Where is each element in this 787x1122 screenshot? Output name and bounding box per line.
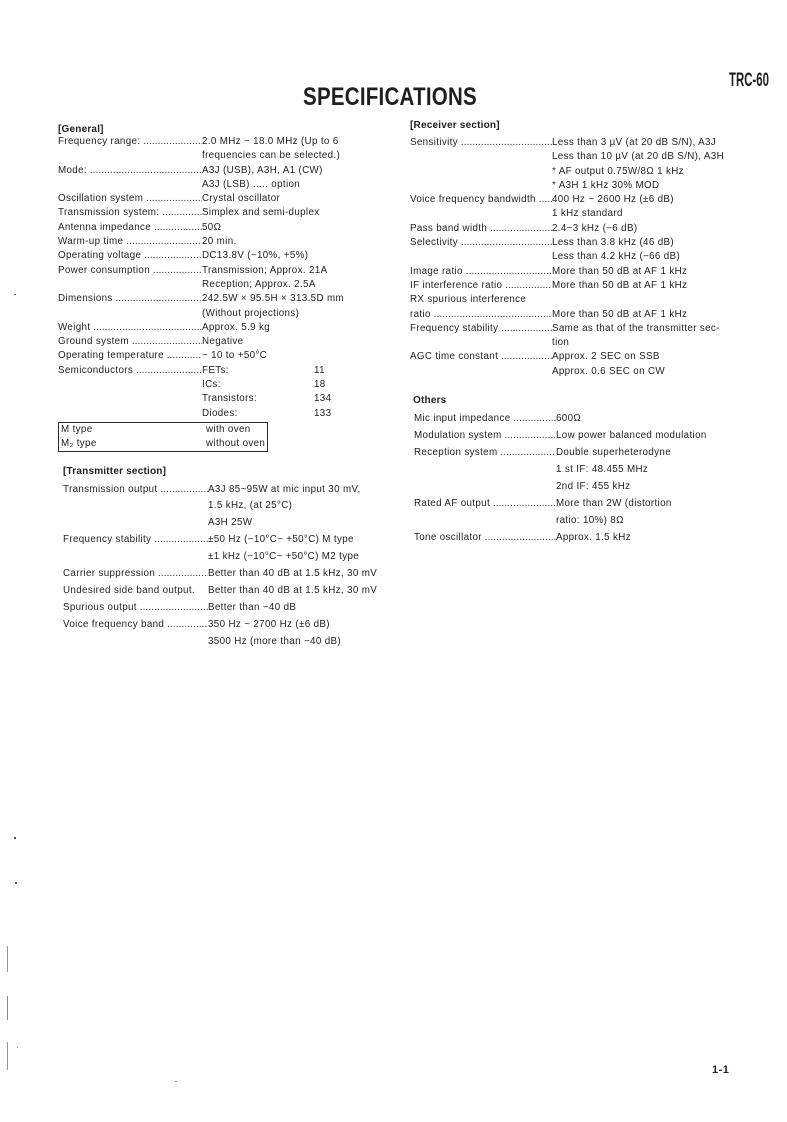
spec-label: Dimensions ..... xyxy=(58,293,202,304)
label-cell xyxy=(410,150,552,164)
spec-row-continuation xyxy=(410,308,724,322)
spec-value: 1 st IF: 48.455 MHz xyxy=(556,463,649,475)
spec-row-continuation xyxy=(58,407,344,421)
scan-speck xyxy=(7,1042,8,1070)
semiconductor-count: 134 xyxy=(314,393,332,405)
spec-value xyxy=(202,392,331,406)
spec-row-rx-spurious-interference xyxy=(410,293,724,307)
spec-row-sensitivity xyxy=(410,136,724,150)
label-cell xyxy=(58,164,202,178)
label-cell xyxy=(58,235,202,249)
spec-label: Mic input impedance ..... xyxy=(414,413,556,424)
model-type-name: M₂ type xyxy=(61,438,97,449)
spec-value: Better than 40 dB at 1.5 kHz, 30 mV xyxy=(208,567,378,579)
spec-row-continuation xyxy=(410,336,724,350)
spec-value: 2.0 MHz ~ 18.0 MHz (Up to 6 xyxy=(202,136,339,147)
label-cell xyxy=(410,279,552,293)
spec-row-antenna-impedance xyxy=(58,221,344,235)
spec-label: Carrier suppression ..... xyxy=(63,568,208,579)
spec-value: 1.5 kHz, (at 25°C) xyxy=(208,500,293,512)
spec-label: Sensitivity ..... xyxy=(410,137,552,148)
spec-value: tion xyxy=(552,337,570,349)
spec-row-continuation xyxy=(414,461,707,478)
spec-label: AGC time constant ..... xyxy=(410,351,552,362)
label-cell xyxy=(63,600,208,617)
spec-value: A3J (LSB) ..... option xyxy=(202,178,301,190)
page-number: 1-1 xyxy=(712,1064,730,1076)
spec-row-rated-af-output xyxy=(414,495,707,512)
model-type-row xyxy=(59,423,267,437)
model-type-table xyxy=(58,422,268,452)
spec-value: Transmission; Approx. 21A xyxy=(202,264,328,276)
spec-value: 2nd IF: 455 kHz xyxy=(556,480,631,492)
spec-label: Selectivity ..... xyxy=(410,237,552,248)
spec-value: 350 Hz ~ 2700 Hz (±6 dB) xyxy=(208,618,330,630)
label-cell xyxy=(58,221,202,235)
spec-row-spurious-output xyxy=(63,600,377,617)
label-cell xyxy=(414,461,556,478)
label-cell xyxy=(410,236,552,250)
spec-row-continuation xyxy=(414,478,707,495)
spec-label: Spurious output ..... xyxy=(63,602,208,613)
spec-value: Double superheterodyne xyxy=(556,446,671,458)
spec-label: Reception system ..... xyxy=(414,447,556,458)
spec-label: Mode: ..... xyxy=(58,165,202,176)
spec-value: Reception; Approx. 2.5A xyxy=(202,278,316,290)
spec-row-transmission-system xyxy=(58,206,344,220)
spec-value: More than 50 dB at AF 1 kHz xyxy=(552,279,688,291)
label-cell xyxy=(63,617,208,634)
spec-value: Better than −40 dB xyxy=(208,601,297,613)
spec-row-power-consumption xyxy=(58,264,344,278)
label-cell xyxy=(410,265,552,279)
spec-value: Approx. 1.5 kHz xyxy=(556,531,631,543)
spec-label: Operating temperature ..... xyxy=(58,350,202,361)
spec-value xyxy=(202,407,331,421)
scan-speck xyxy=(7,996,8,1020)
spec-value: (Without projections) xyxy=(202,307,300,319)
label-cell xyxy=(410,250,552,264)
spec-label: Transmission output ..... xyxy=(63,484,208,495)
spec-label: Pass band width ..... xyxy=(410,223,552,234)
spec-value: Negative xyxy=(202,336,244,348)
label-cell xyxy=(63,549,208,566)
semiconductor-type: Diodes: xyxy=(202,407,238,419)
label-cell xyxy=(410,207,552,221)
spec-label: Voice frequency band ..... xyxy=(63,619,208,630)
spec-row-continuation xyxy=(410,150,724,164)
semiconductor-type: Transistors: xyxy=(202,393,258,405)
label-cell xyxy=(414,478,556,495)
spec-value: frequencies can be selected.) xyxy=(202,150,341,162)
spec-row-operating-voltage xyxy=(58,249,344,263)
spec-row-continuation xyxy=(410,179,724,193)
spec-value: Simplex and semi-duplex xyxy=(202,207,320,219)
spec-value: More than 2W (distortion xyxy=(556,497,672,509)
label-cell xyxy=(63,515,208,532)
spec-value: ratio: 10%) 8Ω xyxy=(556,514,624,526)
label-cell xyxy=(58,292,202,306)
spec-value: Less than 3.8 kHz (46 dB) xyxy=(552,237,675,249)
page-title: SPECIFICATIONS xyxy=(303,83,477,111)
spec-value: A3J (USB), A3H, A1 (CW) xyxy=(202,164,323,176)
spec-value: ±1 kHz (−10°C~ +50°C) M2 type xyxy=(208,551,360,563)
spec-value: DC13.8V (−10%, +5%) xyxy=(202,250,309,262)
spec-row-continuation xyxy=(410,365,724,379)
spec-label: Voice frequency bandwidth ..... xyxy=(410,194,552,205)
label-cell xyxy=(410,222,552,236)
spec-label: Operating voltage ..... xyxy=(58,250,202,261)
spec-label-continuation: ratio ..... xyxy=(410,309,552,320)
spec-row-continuation xyxy=(58,307,344,321)
spec-value: A3J 85~95W at mic input 30 mV, xyxy=(208,483,361,495)
spec-row-oscillation-system xyxy=(58,192,344,206)
semiconductor-count: 11 xyxy=(314,364,325,376)
label-cell xyxy=(414,410,556,427)
label-cell xyxy=(410,365,552,379)
spec-value: ±50 Hz (−10°C~ +50°C) M type xyxy=(208,534,354,546)
spec-label: Oscillation system ..... xyxy=(58,193,202,204)
spec-value: 242.5W × 95.5H × 313.5D mm xyxy=(202,293,344,305)
label-cell xyxy=(63,532,208,549)
spec-row-reception-system xyxy=(414,444,707,461)
label-cell xyxy=(58,135,202,149)
label-cell xyxy=(410,136,552,150)
spec-row-continuation xyxy=(410,207,724,221)
label-cell xyxy=(410,165,552,179)
label-cell xyxy=(414,529,556,546)
general-heading: [General] xyxy=(58,124,104,135)
spec-row-warm-up-time xyxy=(58,235,344,249)
spec-value: 3500 Hz (more than −40 dB) xyxy=(208,635,341,647)
spec-label: Tone oscillator ..... xyxy=(414,532,556,543)
others-heading: Others xyxy=(413,395,447,406)
spec-row-dimensions xyxy=(58,292,344,306)
label-cell xyxy=(414,512,556,529)
spec-value: Better than 40 dB at 1.5 kHz, 30 mV xyxy=(208,584,378,596)
label-cell xyxy=(58,392,202,406)
scan-speck xyxy=(17,1047,18,1048)
spec-label: Antenna impedance ..... xyxy=(58,222,202,233)
spec-row-continuation xyxy=(414,512,707,529)
spec-value: * A3H 1 kHz 30% MOD xyxy=(552,179,660,191)
spec-row-mic-input-impedance xyxy=(414,410,707,427)
spec-value xyxy=(202,378,326,392)
spec-label: Power consumption ..... xyxy=(58,265,202,276)
spec-value: − 10 to +50°C xyxy=(202,350,268,362)
spec-row-continuation xyxy=(63,634,377,651)
spec-label: Modulation system ..... xyxy=(414,430,556,441)
spec-row-semiconductors xyxy=(58,364,344,378)
spec-row-frequency-stability xyxy=(410,322,724,336)
spec-value: More than 50 dB at AF 1 kHz xyxy=(552,308,688,320)
spec-label: Warm-up time ..... xyxy=(58,236,202,247)
spec-label: Frequency stability ..... xyxy=(63,534,208,545)
spec-value: Low power balanced modulation xyxy=(556,429,707,441)
model-type-row xyxy=(59,437,267,451)
spec-row-voice-frequency-bandwidth xyxy=(410,193,724,207)
spec-label: Weight ..... xyxy=(58,322,202,333)
label-cell xyxy=(63,583,208,600)
label-cell xyxy=(410,308,552,322)
label-cell xyxy=(63,634,208,651)
scan-speck xyxy=(175,1081,177,1082)
spec-label: Undesired side band output. xyxy=(63,584,195,596)
scan-speck xyxy=(14,294,16,295)
semiconductor-type: ICs: xyxy=(202,379,221,391)
spec-row-continuation xyxy=(58,278,344,292)
spec-row-undesired-side-band-output xyxy=(63,583,377,600)
spec-value: 400 Hz ~ 2600 Hz (±6 dB) xyxy=(552,194,674,206)
spec-row-modulation-system xyxy=(414,427,707,444)
spec-row-if-interference-ratio xyxy=(410,279,724,293)
label-cell xyxy=(58,149,202,163)
spec-label: Semiconductors ..... xyxy=(58,365,202,376)
others-specs xyxy=(414,410,707,546)
spec-label: Frequency stability ..... xyxy=(410,323,552,334)
spec-value: * AF output 0.75W/8Ω 1 kHz xyxy=(552,165,684,177)
spec-row-agc-time-constant xyxy=(410,350,724,364)
label-cell xyxy=(58,178,202,192)
transmitter-specs xyxy=(63,482,377,651)
spec-row-pass-band-width xyxy=(410,222,724,236)
scan-speck xyxy=(14,837,16,839)
label-cell xyxy=(58,321,202,335)
spec-row-weight xyxy=(58,321,344,335)
spec-row-frequency-range xyxy=(58,135,344,149)
spec-value: Less than 3 µV (at 20 dB S/N), A3J xyxy=(552,137,717,148)
label-cell xyxy=(414,444,556,461)
scan-speck xyxy=(15,882,17,884)
spec-label: Transmission system: ..... xyxy=(58,207,202,218)
label-cell xyxy=(58,335,202,349)
spec-row-continuation xyxy=(410,165,724,179)
spec-row-continuation xyxy=(58,178,344,192)
receiver-heading: [Receiver section] xyxy=(410,120,500,131)
spec-value: 1 kHz standard xyxy=(552,208,623,220)
spec-row-continuation xyxy=(58,392,344,406)
spec-label: Image ratio ..... xyxy=(410,266,552,277)
spec-row-continuation xyxy=(63,549,377,566)
spec-value: Crystal oscillator xyxy=(202,193,281,205)
spec-label: IF interference ratio ..... xyxy=(410,280,552,291)
spec-row-operating-temperature xyxy=(58,349,344,363)
spec-row-continuation xyxy=(63,498,377,515)
spec-value xyxy=(202,364,325,378)
label-cell xyxy=(410,179,552,193)
spec-value: Less than 10 µV (at 20 dB S/N), A3H xyxy=(552,151,725,163)
spec-value: More than 50 dB at AF 1 kHz xyxy=(552,265,688,277)
spec-row-voice-frequency-band xyxy=(63,617,377,634)
label-cell xyxy=(58,349,202,363)
label-cell xyxy=(58,249,202,263)
spec-value: A3H 25W xyxy=(208,517,253,529)
label-cell xyxy=(410,193,552,207)
label-cell xyxy=(410,322,552,336)
spec-row-ground-system xyxy=(58,335,344,349)
spec-value: Approx. 5.9 kg xyxy=(202,321,271,333)
spec-row-selectivity xyxy=(410,236,724,250)
spec-label: Rated AF output ..... xyxy=(414,498,556,509)
label-cell xyxy=(58,307,202,321)
spec-value: 600Ω xyxy=(556,412,582,424)
label-cell xyxy=(58,278,202,292)
label-cell xyxy=(414,495,556,512)
model-number: TRC-60 xyxy=(729,70,769,91)
spec-row-continuation xyxy=(63,515,377,532)
model-type-name: M type xyxy=(61,424,93,435)
model-type-oven: with oven xyxy=(206,424,251,435)
spec-row-carrier-suppression xyxy=(63,566,377,583)
label-cell xyxy=(58,264,202,278)
label-cell xyxy=(63,482,208,499)
spec-label: Ground system ..... xyxy=(58,336,202,347)
receiver-specs xyxy=(410,136,724,379)
label-cell xyxy=(410,336,552,350)
scan-speck xyxy=(7,946,8,972)
spec-row-transmission-output xyxy=(63,482,377,499)
semiconductor-count: 18 xyxy=(314,379,326,391)
label-cell xyxy=(58,206,202,220)
label-cell xyxy=(410,350,552,364)
spec-row-image-ratio xyxy=(410,265,724,279)
label-cell xyxy=(63,566,208,583)
spec-value: 20 min. xyxy=(202,236,237,248)
spec-value: Same as that of the transmitter sec- xyxy=(552,322,720,334)
label-cell xyxy=(58,407,202,421)
spec-value: Less than 4.2 kHz (−66 dB) xyxy=(552,251,681,263)
spec-row-continuation xyxy=(58,149,344,163)
spec-value: Approx. 2 SEC on SSB xyxy=(552,351,660,363)
general-specs xyxy=(58,135,344,421)
label-cell xyxy=(58,378,202,392)
label-cell xyxy=(63,498,208,515)
spec-value: 2.4~3 kHz (−6 dB) xyxy=(552,222,638,234)
spec-row-continuation xyxy=(410,250,724,264)
spec-value: Approx. 0.6 SEC on CW xyxy=(552,365,665,377)
label-cell xyxy=(410,293,552,307)
spec-row-continuation xyxy=(58,378,344,392)
spec-row-tone-oscillator xyxy=(414,529,707,546)
spec-row-frequency-stability xyxy=(63,532,377,549)
semiconductor-type: FETs: xyxy=(202,364,229,376)
model-type-oven: without oven xyxy=(206,438,266,449)
transmitter-heading: [Transmitter section] xyxy=(63,466,167,477)
semiconductor-count: 133 xyxy=(314,407,332,419)
spec-label: Frequency range: ..... xyxy=(58,136,202,147)
label-cell xyxy=(414,427,556,444)
spec-value: 50Ω xyxy=(202,221,222,233)
spec-row-mode xyxy=(58,164,344,178)
label-cell xyxy=(58,192,202,206)
label-cell xyxy=(58,364,202,378)
spec-label: RX spurious interference xyxy=(410,294,527,306)
